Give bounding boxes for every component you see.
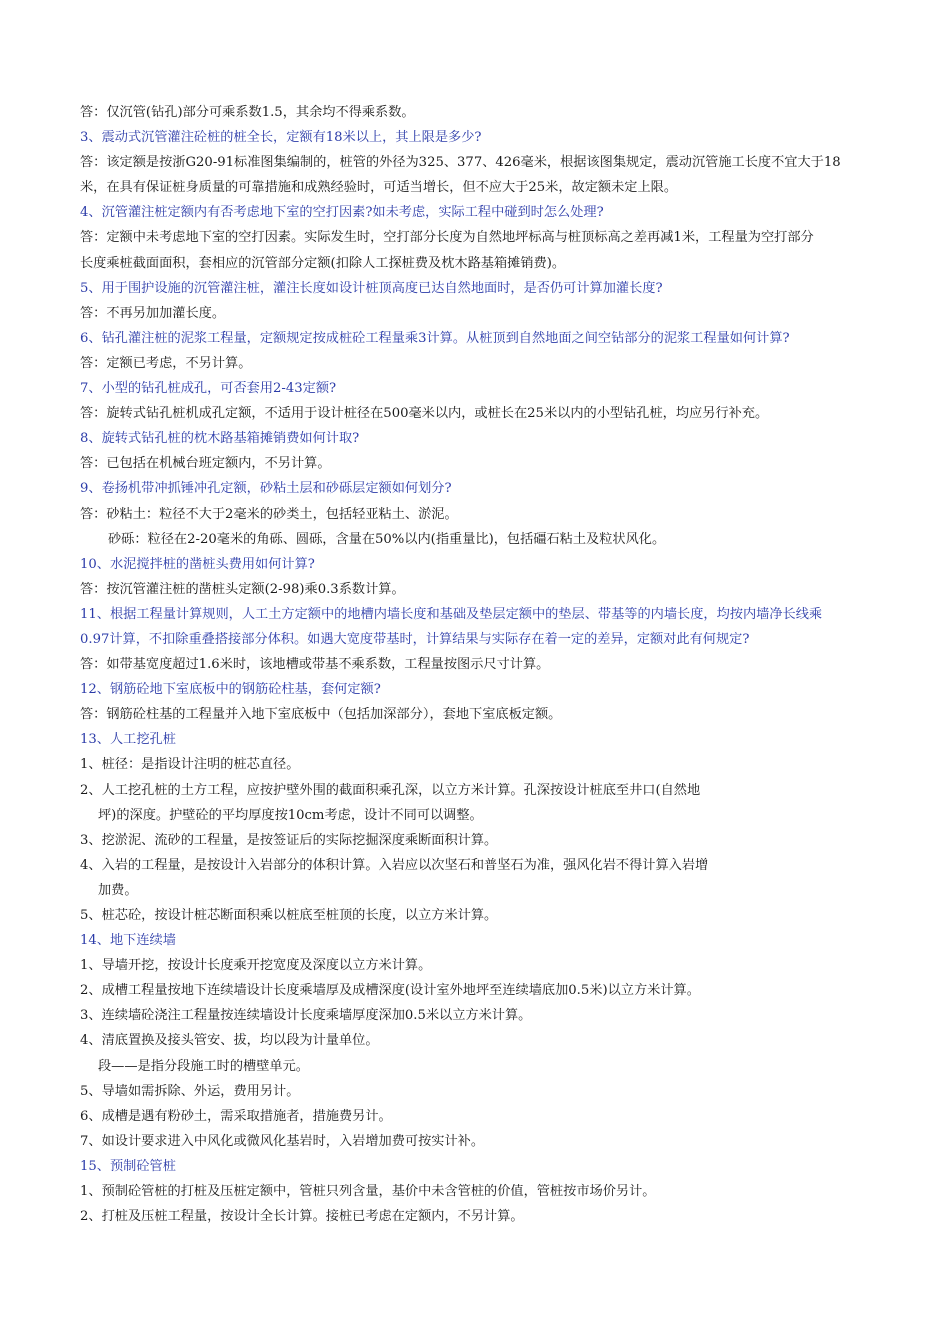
question-line: 8、旋转式钻孔桩的枕木路基箱摊销费如何计取? — [80, 431, 360, 447]
question-line: 13、人工挖孔桩 — [80, 732, 176, 748]
question-line: 10、水泥搅拌桩的凿桩头费用如何计算? — [80, 556, 315, 572]
question-line: 5、用于围护设施的沉管灌注桩，灌注长度如设计桩顶高度已达自然地面时，是否仍可计算加灌长度? — [80, 280, 663, 296]
answer-line: 6、成槽是遇有粉砂土，需采取措施者，措施费另计。 — [80, 1108, 392, 1124]
answer-line: 2、打桩及压桩工程量，按设计全长计算。接桩已考虑在定额内，不另计算。 — [80, 1209, 524, 1225]
answer-line: 答：已包括在机械台班定额内，不另计算。 — [80, 456, 331, 472]
answer-line: 2、人工挖孔桩的土方工程，应按护壁外围的截面积乘孔深，以立方米计算。孔深按设计桩底至井口(自然地 — [80, 782, 701, 798]
question-line: 4、沉管灌注桩定额内有否考虑地下室的空打因素?如未考虑，实际工程中碰到时怎么处理? — [80, 205, 604, 221]
answer-line: 答：定额已考虑，不另计算。 — [80, 355, 252, 371]
answer-line-continued: 段——是指分段施工时的槽壁单元。 — [98, 1058, 309, 1074]
answer-line-indented: 砂砾：粒径在2-20毫米的角砾、圆砾，含量在50%以内(指重量比)，包括礓石粘土及粒状风化。 — [108, 531, 666, 547]
answer-line: 4、清底置换及接头管安、拔，均以段为计量单位。 — [80, 1033, 379, 1049]
answer-line: 1、导墙开挖，按设计长度乘开挖宽度及深度以立方米计算。 — [80, 958, 432, 974]
answer-line: 答：钢筋砼柱基的工程量并入地下室底板中（包括加深部分），套地下室底板定额。 — [80, 707, 562, 723]
answer-line: 答：定额中未考虑地下室的空打因素。实际发生时，空打部分长度为自然地坪标高与桩顶标高之差再减1米，工程量为空打部分 — [80, 230, 814, 246]
answer-line: 3、连续墙砼浇注工程量按连续墙设计长度乘墙厚度深加0.5米以立方米计算。 — [80, 1008, 532, 1024]
question-line: 14、地下连续墙 — [80, 933, 176, 949]
answer-line: 7、如设计要求进入中风化或微风化基岩时，入岩增加费可按实计补。 — [80, 1133, 485, 1149]
answer-line: 米，在具有保证桩身质量的可靠措施和成熟经验时，可适当增长，但不应大于25米，故定额未定上限。 — [80, 180, 678, 196]
answer-line: 答：仅沉管(钻孔)部分可乘系数1.5，其余均不得乘系数。 — [80, 105, 415, 120]
answer-line: 答：不再另加加灌长度。 — [80, 305, 226, 321]
answer-line: 答：旋转式钻孔桩机成孔定额，不适用于设计桩径在500毫米以内，或桩长在25米以内的小型钻孔桩，均应另行补充。 — [80, 406, 769, 422]
question-line: 12、钢筋砼地下室底板中的钢筋砼柱基，套何定额? — [80, 682, 381, 698]
answer-line: 1、预制砼管桩的打桩及压桩定额中，管桩只列含量，基价中未含管桩的价值，管桩按市场价另计。 — [80, 1184, 656, 1200]
document-body — [80, 100, 880, 1229]
answer-line: 1、桩径：是指设计注明的桩芯直径。 — [80, 757, 300, 773]
answer-line: 2、成槽工程量按地下连续墙设计长度乘墙厚及成槽深度(设计室外地坪至连续墙底加0.5米)以立方米计算。 — [80, 983, 700, 999]
question-line: 3、震动式沉管灌注砼桩的桩全长，定额有18米以上，其上限是多少? — [80, 130, 482, 146]
question-line: 15、预制砼管桩 — [80, 1158, 176, 1174]
answer-line: 答：如带基宽度超过1.6米时，该地槽或带基不乘系数，工程量按图示尺寸计算。 — [80, 657, 550, 673]
question-line: 9、卷扬机带冲抓锤冲孔定额，砂粘土层和砂砾层定额如何划分? — [80, 481, 452, 497]
answer-line: 答：砂粘土：粒径不大于2毫米的砂类土，包括轻亚粘土、淤泥。 — [80, 506, 458, 522]
answer-line: 5、桩芯砼，按设计桩芯断面积乘以桩底至桩顶的长度，以立方米计算。 — [80, 908, 498, 923]
question-line: 0.97计算，不扣除重叠搭接部分体积。如遇大宽度带基时，计算结果与实际存在着一定的差异，定额对此有何规定? — [80, 631, 750, 647]
answer-line-continued: 坪)的深度。护壁砼的平均厚度按10cm考虑，设计不同可以调整。 — [98, 807, 483, 823]
answer-line: 3、挖淤泥、流砂的工程量，是按签证后的实际挖掘深度乘断面积计算。 — [80, 832, 498, 848]
answer-line: 答：按沉管灌注桩的凿桩头定额(2-98)乘0.3系数计算。 — [80, 581, 405, 597]
answer-line: 4、入岩的工程量，是按设计入岩部分的体积计算。入岩应以次坚石和普坚石为准，强风化岩不得计算入岩增 — [80, 857, 709, 873]
answer-line: 长度乘桩截面面积，套相应的沉管部分定额(扣除人工探桩费及枕木路基箱摊销费)。 — [80, 255, 566, 271]
question-line: 11、根据工程量计算规则，人工土方定额中的地槽内墙长度和基础及垫层定额中的垫层、带基等的内墙长度，均按内墙净长线乘 — [80, 606, 823, 622]
answer-line: 答：该定额是按浙G20-91标准图集编制的，桩管的外径为325、377、426毫米，根据该图集规定，震动沉管施工长度不宜大于18 — [80, 155, 841, 171]
answer-line: 5、导墙如需拆除、外运，费用另计。 — [80, 1083, 300, 1099]
answer-line-continued: 加费。 — [98, 882, 138, 898]
question-line: 6、钻孔灌注桩的泥浆工程量，定额规定按成桩砼工程量乘3计算。从桩顶到自然地面之间空钻部分的泥浆工程量如何计算? — [80, 330, 790, 346]
question-line: 7、小型的钻孔桩成孔，可否套用2-43定额? — [80, 381, 337, 397]
